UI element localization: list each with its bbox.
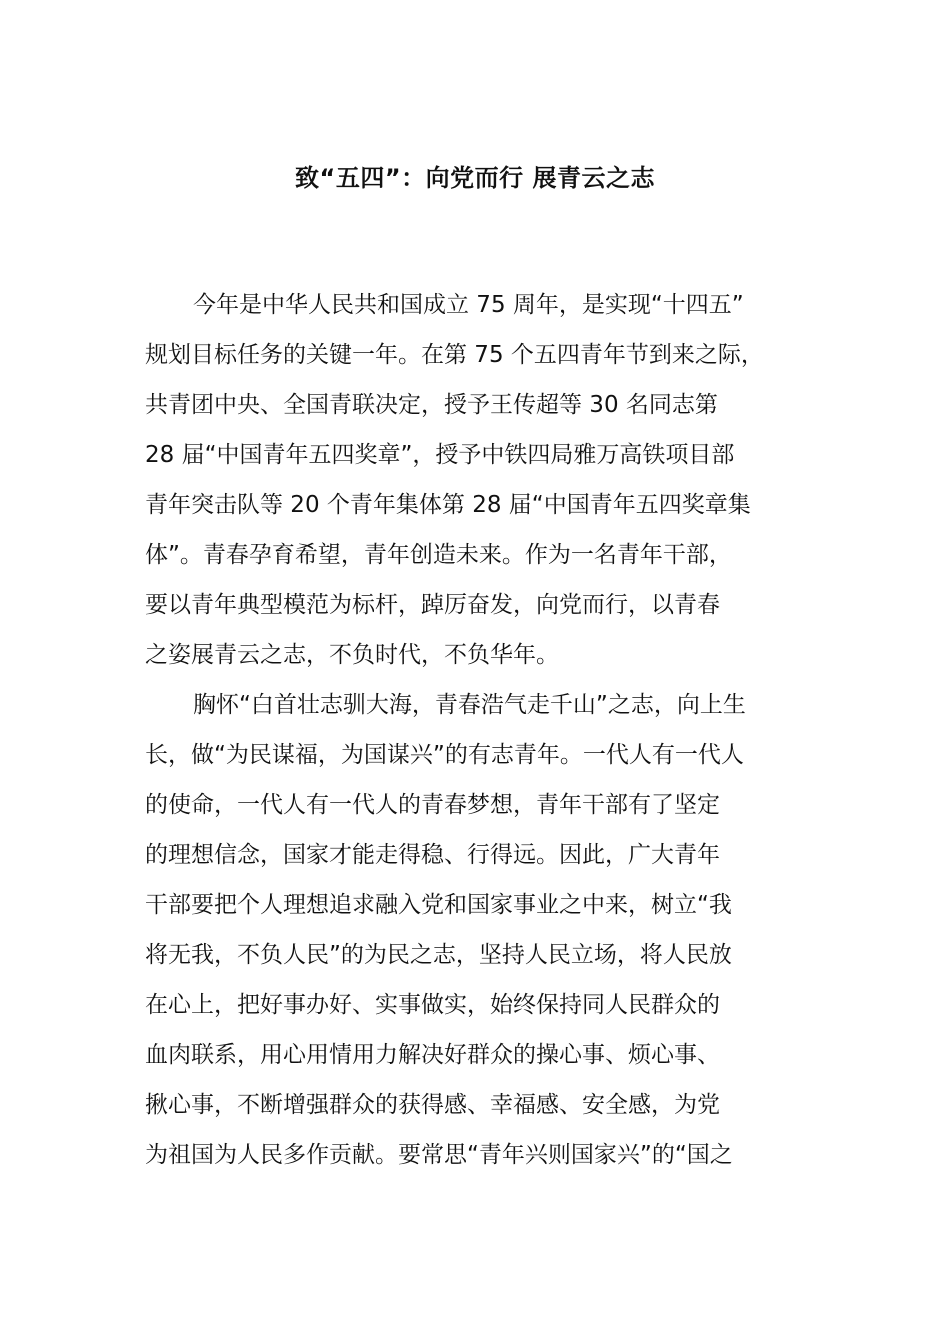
document-title: 致“五四”：向党而行 展青云之志 <box>295 164 655 192</box>
paragraph-1-line-7: 要以青年典型模范为标杆，踔厉奋发，向党而行，以青春 <box>145 592 720 618</box>
paragraph-2-line-5: 干部要把个人理想追求融入党和国家事业之中来，树立“我 <box>145 892 732 918</box>
paragraph-2-line-10: 为祖国为人民多作贡献。要常思“青年兴则国家兴”的“国之 <box>145 1142 733 1168</box>
paragraph-2-line-4: 的理想信念，国家才能走得稳、行得远。因此，广大青年 <box>145 842 720 868</box>
paragraph-1-line-1: 今年是中华人民共和国成立 75 周年，是实现“十四五” <box>193 292 744 318</box>
paragraph-1-line-8: 之姿展青云之志，不负时代，不负华年。 <box>145 642 559 668</box>
paragraph-2-line-6: 将无我，不负人民”的为民之志，坚持人民立场，将人民放 <box>145 942 732 968</box>
paragraph-2-line-1: 胸怀“白首壮志驯大海，青春浩气走千山”之志，向上生 <box>193 692 746 718</box>
paragraph-1-line-5: 青年突击队等 20 个青年集体第 28 届“中国青年五四奖章集 <box>145 492 751 518</box>
document-body <box>145 280 825 1180</box>
paragraph-1-line-3: 共青团中央、全国青联决定，授予王传超等 30 名同志第 <box>145 392 718 418</box>
paragraph-2-line-2: 长，做“为民谋福，为国谋兴”的有志青年。一代人有一代人 <box>145 742 744 768</box>
paragraph-1-line-2: 规划目标任务的关键一年。在第 75 个五四青年节到来之际， <box>145 342 764 368</box>
paragraph-1-line-4: 28 届“中国青年五四奖章”，授予中铁四局雅万高铁项目部 <box>145 442 735 468</box>
paragraph-2-line-3: 的使命，一代人有一代人的青春梦想，青年干部有了坚定 <box>145 792 720 818</box>
paragraph-1-line-6: 体”。青春孕育希望，青年创造未来。作为一名青年干部， <box>145 542 732 568</box>
paragraph-2-line-9: 揪心事，不断增强群众的获得感、幸福感、安全感，为党 <box>145 1092 720 1118</box>
paragraph-2-line-7: 在心上，把好事办好、实事做实，始终保持同人民群众的 <box>145 992 720 1018</box>
paragraph-2-line-8: 血肉联系，用心用情用力解决好群众的操心事、烦心事、 <box>145 1042 720 1068</box>
